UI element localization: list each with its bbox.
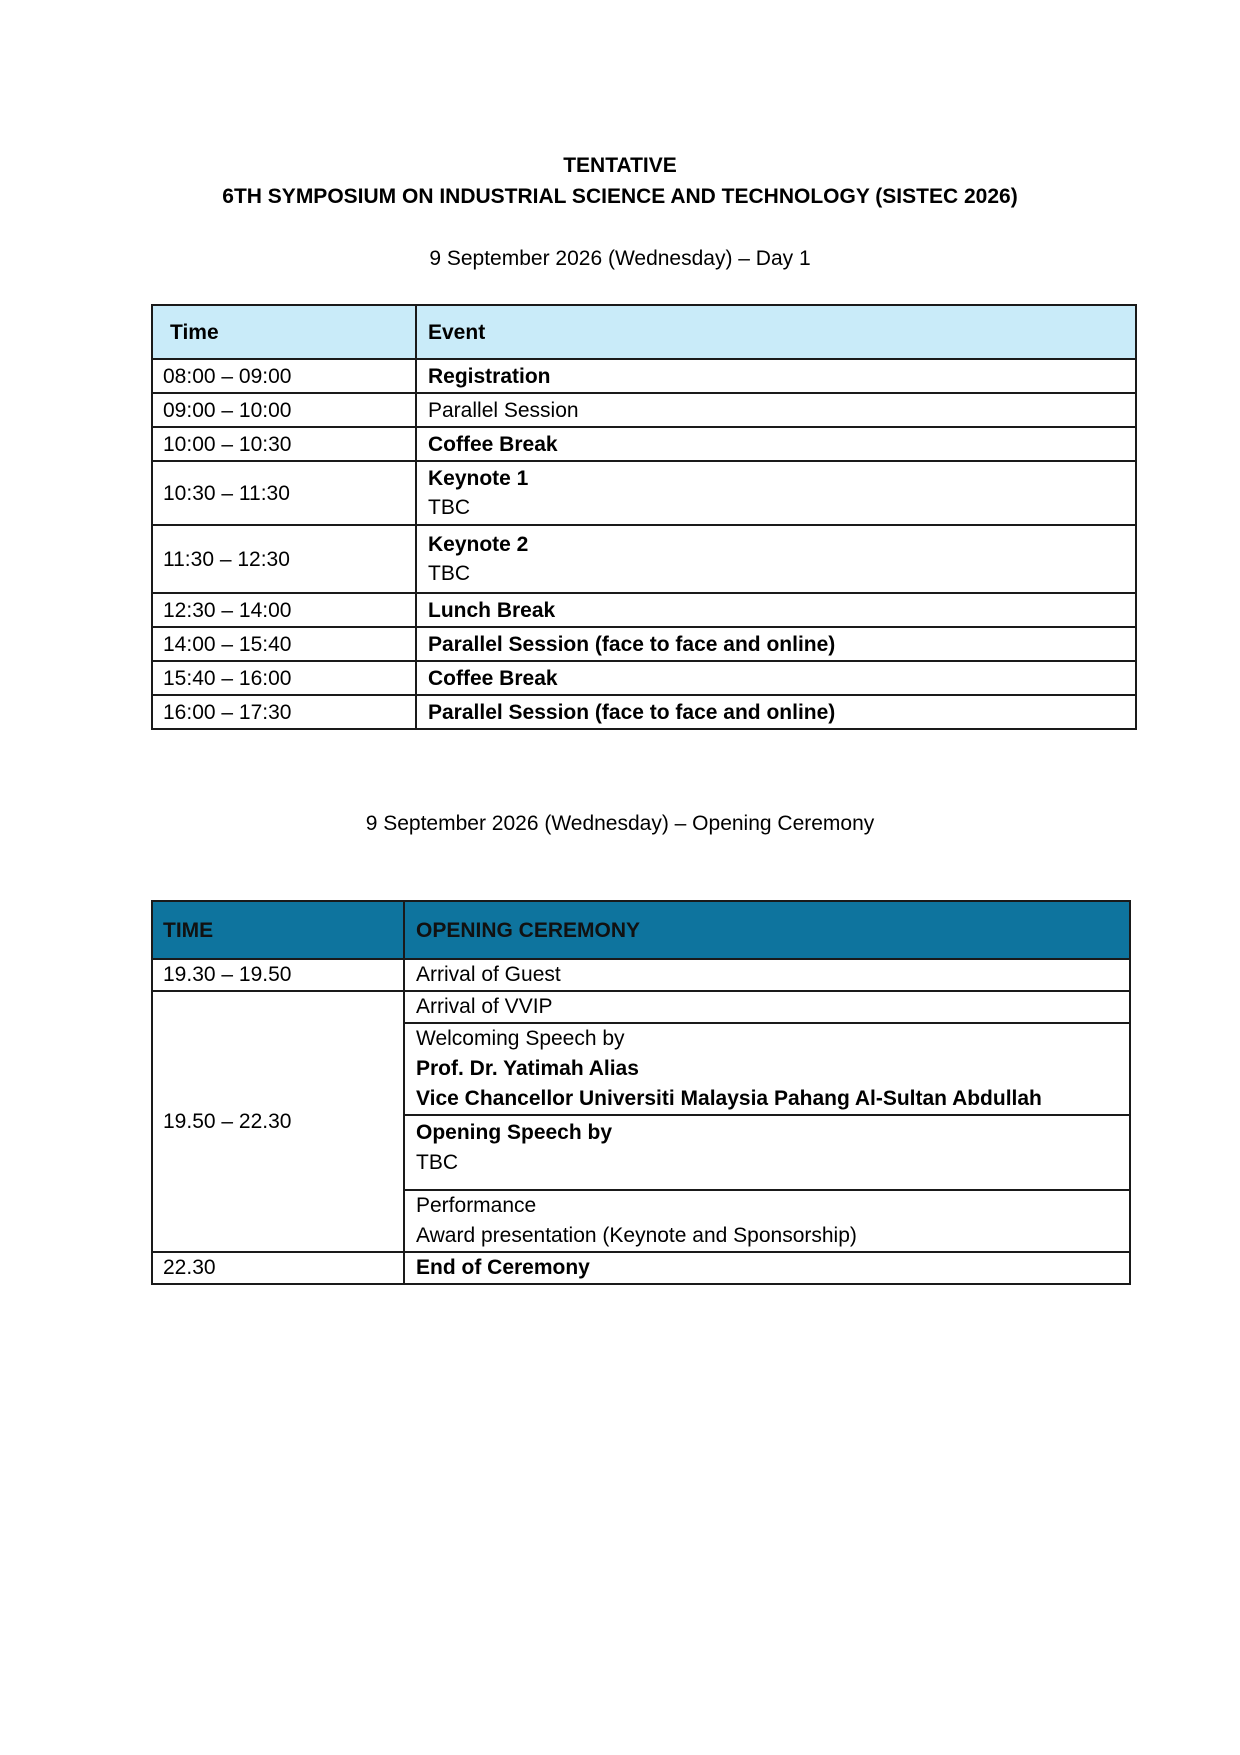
table-row: [152, 695, 1136, 729]
document-label: TENTATIVE: [563, 154, 677, 177]
column-header-ceremony: OPENING CEREMONY: [404, 901, 1130, 959]
table-row: [152, 627, 1136, 661]
table-row: [152, 1252, 1130, 1284]
event-cell: Parallel Session (face to face and online): [416, 695, 1136, 729]
table-header-row: [152, 901, 1130, 959]
table-row: [152, 427, 1136, 461]
table-row: [152, 991, 1130, 1023]
event-cell: Registration: [416, 359, 1136, 393]
table-row: [152, 461, 1136, 525]
event-title: Keynote 2: [428, 533, 529, 556]
time-cell: 08:00 – 09:00: [152, 359, 416, 393]
event-cell: Lunch Break: [416, 593, 1136, 627]
event-cell: [416, 461, 1136, 525]
table-row: [152, 525, 1136, 593]
event-cell: Arrival of Guest: [404, 959, 1130, 991]
event-cell: Parallel Session (face to face and online): [416, 627, 1136, 661]
table-row: [152, 393, 1136, 427]
event-cell: Coffee Break: [416, 661, 1136, 695]
time-cell: 15:40 – 16:00: [152, 661, 416, 695]
event-cell: Coffee Break: [416, 427, 1136, 461]
table-header-row: [152, 305, 1136, 359]
time-cell: 19.50 – 22.30: [152, 991, 404, 1252]
event-cell: Parallel Session: [416, 393, 1136, 427]
time-cell: 22.30: [152, 1252, 404, 1284]
event-speaker: TBC: [428, 496, 470, 519]
speaker-position: Vice Chancellor Universiti Malaysia Pahang Al-Sultan Abdullah: [416, 1087, 1042, 1110]
event-speaker: TBC: [428, 562, 470, 585]
time-cell: 19.30 – 19.50: [152, 959, 404, 991]
day1-subtitle: 9 September 2026 (Wednesday) – Day 1: [429, 247, 811, 270]
event-speaker: TBC: [416, 1151, 458, 1174]
event-cell: [404, 1190, 1130, 1252]
event-detail: Award presentation (Keynote and Sponsorship): [416, 1224, 857, 1247]
time-cell: 11:30 – 12:30: [152, 525, 416, 593]
ceremony-subtitle: 9 September 2026 (Wednesday) – Opening Ceremony: [365, 812, 875, 835]
event-title: Performance: [416, 1194, 537, 1217]
table-row: [152, 959, 1130, 991]
day1-schedule-table: [151, 304, 1137, 730]
table-row: [152, 661, 1136, 695]
document-title: 6TH SYMPOSIUM ON INDUSTRIAL SCIENCE AND TECHNOLOGY (SISTEC 2026): [222, 185, 1018, 208]
event-title: Opening Speech by: [416, 1121, 613, 1144]
column-header-time: Time: [152, 305, 416, 359]
column-header-event: Event: [416, 305, 1136, 359]
ceremony-schedule-table: [151, 900, 1131, 1285]
time-cell: 14:00 – 15:40: [152, 627, 416, 661]
event-cell: [404, 1023, 1130, 1115]
time-cell: 12:30 – 14:00: [152, 593, 416, 627]
time-cell: 10:30 – 11:30: [152, 461, 416, 525]
event-cell: End of Ceremony: [404, 1252, 1130, 1284]
event-title: Keynote 1: [428, 467, 529, 490]
time-cell: 16:00 – 17:30: [152, 695, 416, 729]
column-header-time: TIME: [152, 901, 404, 959]
speaker-name: Prof. Dr. Yatimah Alias: [416, 1057, 639, 1080]
time-cell: 09:00 – 10:00: [152, 393, 416, 427]
event-cell: Arrival of VVIP: [404, 991, 1130, 1023]
table-row: [152, 593, 1136, 627]
time-cell: 10:00 – 10:30: [152, 427, 416, 461]
table-row: [152, 359, 1136, 393]
event-cell: [416, 525, 1136, 593]
event-title: Welcoming Speech by: [416, 1027, 625, 1050]
event-cell: [404, 1115, 1130, 1190]
